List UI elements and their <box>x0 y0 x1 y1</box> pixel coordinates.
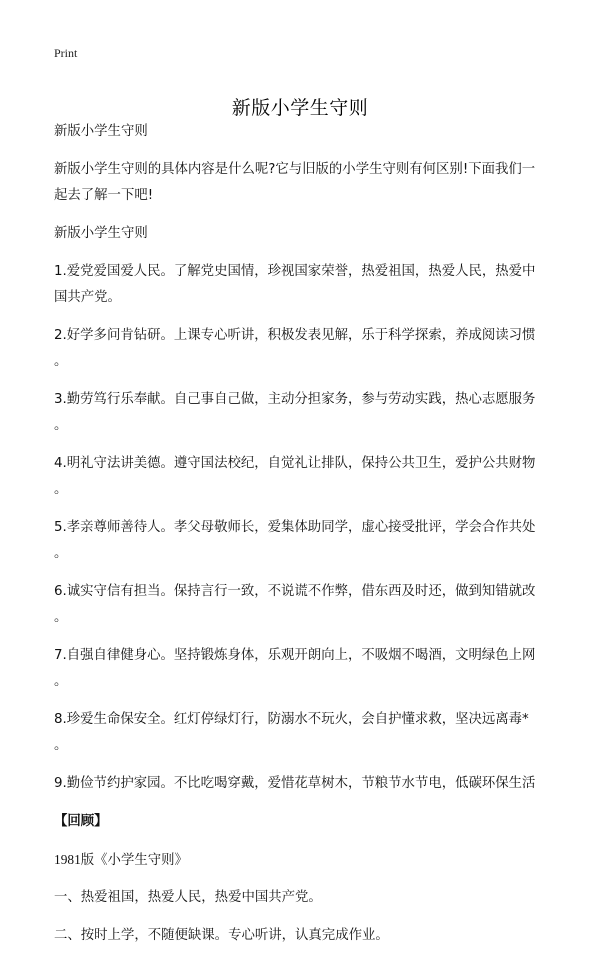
page-title: 新版小学生守则 <box>231 96 369 119</box>
review-heading: 【回顾】 <box>54 814 108 829</box>
rule-item <box>54 323 548 375</box>
print-label[interactable]: Print <box>54 46 78 60</box>
rule-item <box>54 387 548 439</box>
rule-item <box>54 643 548 695</box>
rule-text: 5.孝亲尊师善待人。孝父母敬师长，爱集体助同学，虚心接受批评，学会合作共处 <box>54 520 536 535</box>
review-year-line: 1981版《小学生守则》 <box>54 852 188 867</box>
rule-text: 2.好学多问肯钻研。上课专心听讲，积极发表见解，乐于科学探索，养成阅读习惯 <box>54 328 536 343</box>
review-item: 一、热爱祖国，热爱人民，热爱中国共产党。 <box>54 890 322 905</box>
review-item: 二、按时上学，不随便缺课。专心听讲，认真完成作业。 <box>54 928 389 943</box>
rule-text: 6.诚实守信有担当。保持言行一致，不说谎不作弊，借东西及时还，做到知错就改 <box>54 584 536 599</box>
intro-heading: 新版小学生守则 <box>54 124 148 139</box>
rule-item <box>54 451 548 503</box>
rule-tail: 。 <box>54 610 68 625</box>
rule-text: 1.爱党爱国爱人民。了解党史国情，珍视国家荣誉，热爱祖国，热爱人民，热爱中国共产党。 <box>54 264 536 305</box>
intro-text: 新版小学生守则的具体内容是什么呢?它与旧版的小学生守则有何区别!下面我们一起去了解一下吧! <box>54 162 536 203</box>
list-heading: 新版小学生守则 <box>54 226 148 241</box>
rule-text: 4.明礼守法讲美德。遵守国法校纪，自觉礼让排队，保持公共卫生，爱护公共财物 <box>54 456 536 471</box>
rule-tail: 。 <box>54 354 68 369</box>
rule-item <box>54 515 548 567</box>
rule-tail: 。 <box>54 546 68 561</box>
rule-tail: 。 <box>54 738 68 753</box>
rule-tail: 。 <box>54 418 68 433</box>
rule-text: 9.勤俭节约护家园。不比吃喝穿戴，爱惜花草树木，节粮节水节电，低碳环保生活 <box>54 776 536 791</box>
rule-text: 3.勤劳笃行乐奉献。自己事自己做，主动分担家务，参与劳动实践，热心志愿服务 <box>54 392 536 407</box>
rule-text: 8.珍爱生命保安全。红灯停绿灯行，防溺水不玩火，会自护懂求救，坚决远离毒* <box>54 712 529 727</box>
rule-tail: 。 <box>54 674 68 689</box>
rule-item <box>54 579 548 631</box>
rule-item <box>54 707 548 759</box>
rule-item <box>54 259 548 311</box>
rule-text: 7.自强自律健身心。坚持锻炼身体，乐观开朗向上，不吸烟不喝酒，文明绿色上网 <box>54 648 536 663</box>
rule-tail: 。 <box>54 482 68 497</box>
article-body <box>54 119 548 961</box>
rule-item <box>54 771 548 797</box>
